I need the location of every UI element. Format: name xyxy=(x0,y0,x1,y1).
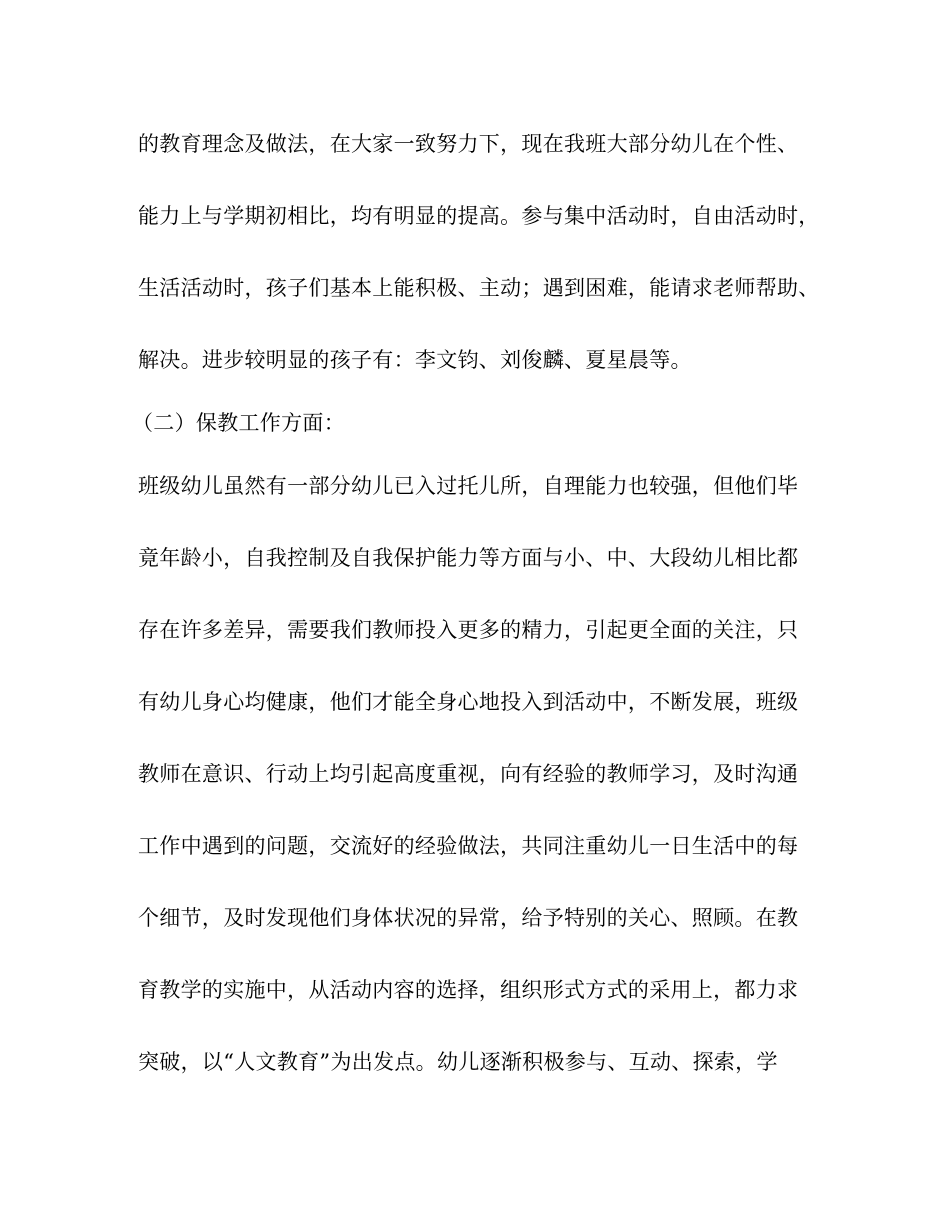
paragraph-line: 教师在意识、行动上均引起高度重视，向有经验的教师学习，及时沟通 xyxy=(138,762,799,786)
paragraph-line: 个细节，及时发现他们身体状况的异常，给予特别的关心、照顾。在教 xyxy=(138,906,799,930)
paragraph-line: 班级幼儿虽然有一部分幼儿已入过托儿所，自理能力也较强，但他们毕 xyxy=(138,474,799,498)
paragraph-line: 竟年龄小，自我控制及自我保护能力等方面与小、中、大段幼儿相比都 xyxy=(138,546,799,570)
paragraph-line: 育教学的实施中，从活动内容的选择，组织形式方式的采用上，都力求 xyxy=(138,978,799,1002)
paragraph-line: 的教育理念及做法，在大家一致努力下，现在我班大部分幼儿在个性、 xyxy=(138,132,799,156)
paragraph-line: 存在许多差异，需要我们教师投入更多的精力，引起更全面的关注，只 xyxy=(138,618,799,642)
paragraph-line: 能力上与学期初相比，均有明显的提高。参与集中活动时，自由活动时， xyxy=(138,204,820,228)
paragraph-line: 工作中遇到的问题，交流好的经验做法，共同注重幼儿一日生活中的每 xyxy=(138,834,799,858)
paragraph-line: 突破，以“人文教育”为出发点。幼儿逐渐积极参与、互动、探索，学 xyxy=(138,1050,778,1074)
paragraph-line: 解决。进步较明显的孩子有：李文钧、刘俊麟、夏星晨等。 xyxy=(138,348,692,372)
section-heading: （二）保教工作方面： xyxy=(132,411,345,435)
paragraph-line: 有幼儿身心均健康，他们才能全身心地投入到活动中，不断发展，班级 xyxy=(138,690,799,714)
paragraph-line: 生活活动时，孩子们基本上能积极、主动；遇到困难，能请求老师帮助、 xyxy=(138,276,820,300)
